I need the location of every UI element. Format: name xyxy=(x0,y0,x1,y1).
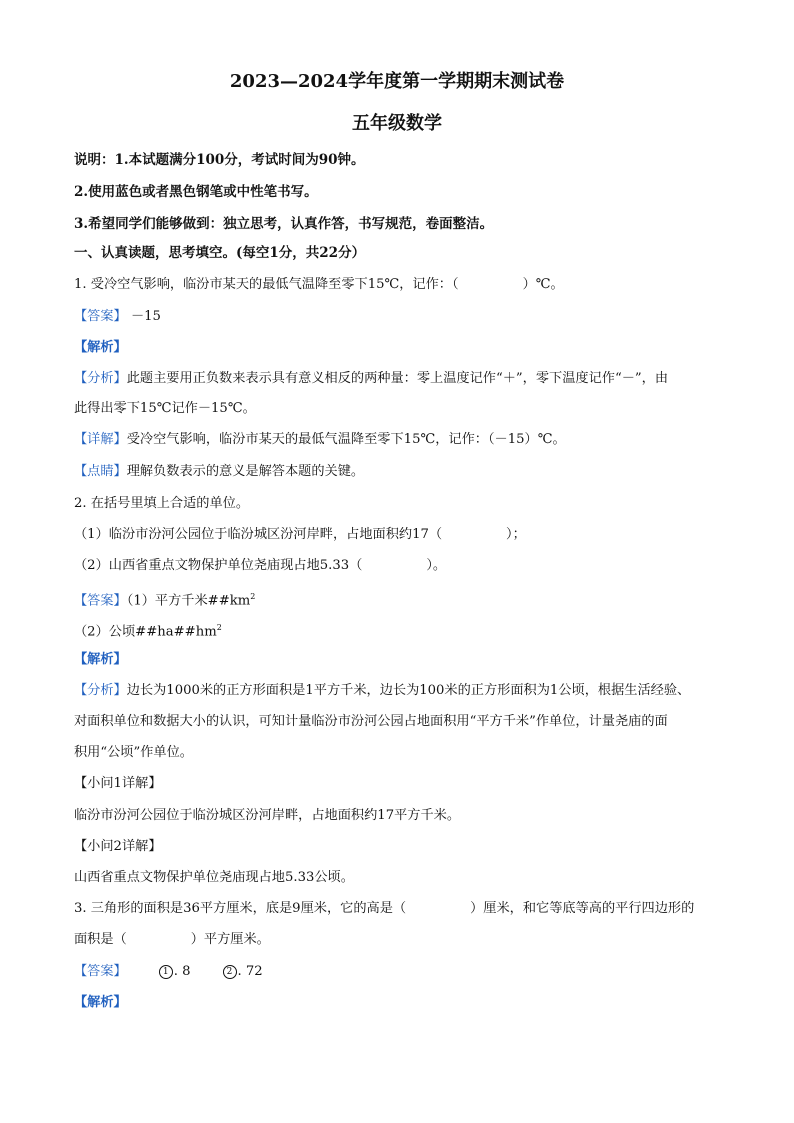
dianjing-tag: 【点睛】 xyxy=(74,464,127,479)
q1-analysis xyxy=(74,338,127,358)
q2-sub1-a: （1）临汾市汾河公园位于临汾城区汾河岸畔，占地面积约17（ xyxy=(74,527,443,542)
q2-sub2-a: （2）山西省重点文物保护单位尧庙现占地5.33（ xyxy=(74,558,363,573)
answer-tag: 【答案】 xyxy=(74,309,127,324)
answer-tag: 【答案】 xyxy=(74,593,127,609)
circled-number-2: 2 xyxy=(223,965,237,979)
q1-answer-value: －15 xyxy=(130,309,161,324)
q2-sub1-detail-tag: 【小问1详解】 xyxy=(74,776,162,791)
q3-stem-b: ）厘米，和它等底等高的平行四边形的 xyxy=(470,901,695,916)
q2-fenxi xyxy=(74,681,690,701)
q2-fenxi-b: 对面积单位和数据大小的认识，可知计量临汾市汾河公园占地面积用“平方千米”作单位，计量尧庙的面 xyxy=(74,714,668,729)
q2-sub1-detail: 临汾市汾河公园位于临汾城区汾河岸畔，占地面积约17平方千米。 xyxy=(74,808,461,823)
q1-dianjing-text: 理解负数表示的意义是解答本题的关键。 xyxy=(126,464,365,479)
answer-tag: 【答案】 xyxy=(74,964,127,979)
exam-title: 2023—2024学年度第一学期期末测试卷 xyxy=(229,71,565,92)
q2-sub1 xyxy=(74,525,526,545)
q3-stem xyxy=(74,899,694,919)
q1-fenxi-b: 此得出零下15℃记作－15℃。 xyxy=(74,401,256,416)
q3-analysis xyxy=(74,993,127,1013)
q3-answer-1: . 8 xyxy=(173,964,191,979)
q2-answer-1-text: （1）平方千米##km xyxy=(126,593,251,609)
section-1-heading: 一、认真读题，思考填空。(每空1分，共22分） xyxy=(74,245,366,261)
circled-number-1: 1 xyxy=(159,965,173,979)
q2-fenxi-a: 边长为1000米的正方形面积是1平方千米，边长为100米的正方形面积为1公顷，根据生活经验、 xyxy=(126,683,691,698)
q2-analysis xyxy=(74,650,127,670)
q2-fenxi-c: 积用“公顷”作单位。 xyxy=(74,745,193,760)
fenxi-tag: 【分析】 xyxy=(74,371,127,386)
q2-sub1-b: ）； xyxy=(506,527,526,542)
q2-stem: 2. 在括号里填上合适的单位。 xyxy=(74,496,250,511)
q2-answer-2-sup: 2 xyxy=(216,623,222,632)
q2-answer-1-sup: 2 xyxy=(250,592,256,601)
note-3: 3.希望同学们能够做到：独立思考，认真作答，书写规范，卷面整洁。 xyxy=(74,216,494,232)
analysis-tag: 【解析】 xyxy=(74,995,127,1010)
q1-detail xyxy=(74,430,566,450)
q3-stem-line-2 xyxy=(74,930,270,950)
q1-fenxi xyxy=(74,369,668,389)
q1-stem-a: 1. 受冷空气影响，临汾市某天的最低气温降至零下15℃，记作：（ xyxy=(74,277,459,292)
q3-answer-2: . 72 xyxy=(237,964,263,979)
analysis-tag: 【解析】 xyxy=(74,340,127,355)
exam-subtitle: 五年级数学 xyxy=(352,113,442,134)
q2-sub2-b: ）。 xyxy=(426,558,447,573)
q2-answer-1 xyxy=(74,587,255,611)
q2-sub2-detail: 山西省重点文物保护单位尧庙现占地5.33公顷。 xyxy=(74,870,354,885)
q3-answer xyxy=(74,962,263,982)
q1-dianjing xyxy=(74,462,364,482)
q1-stem xyxy=(74,275,564,295)
q2-sub2 xyxy=(74,556,446,576)
q1-detail-text: 受冷空气影响，临汾市某天的最低气温降至零下15℃，记作：（－15）℃。 xyxy=(126,432,566,447)
detail-tag: 【详解】 xyxy=(74,432,127,447)
analysis-tag: 【解析】 xyxy=(74,652,127,667)
q2-answer-2 xyxy=(74,618,222,642)
q1-fenxi-a: 此题主要用正负数来表示具有意义相反的两种量：零上温度记作“＋”，零下温度记作“－”，由 xyxy=(126,371,669,386)
q2-answer-2-text: （2）公顷##ha##hm xyxy=(74,624,217,640)
q1-answer xyxy=(74,307,161,327)
q1-stem-b: ）℃。 xyxy=(522,277,564,292)
note-1: 说明：1.本试题满分100分，考试时间为90钟。 xyxy=(74,152,365,168)
fenxi-tag: 【分析】 xyxy=(74,683,127,698)
q3-stem-a: 3. 三角形的面积是36平方厘米，底是9厘米，它的高是（ xyxy=(74,901,407,916)
q3-stem-c: 面积是（ xyxy=(74,932,127,947)
q3-stem-d: ）平方厘米。 xyxy=(190,932,270,947)
note-2: 2.使用蓝色或者黑色钢笔或中性笔书写。 xyxy=(74,184,318,200)
q2-sub2-detail-tag: 【小问2详解】 xyxy=(74,839,162,854)
